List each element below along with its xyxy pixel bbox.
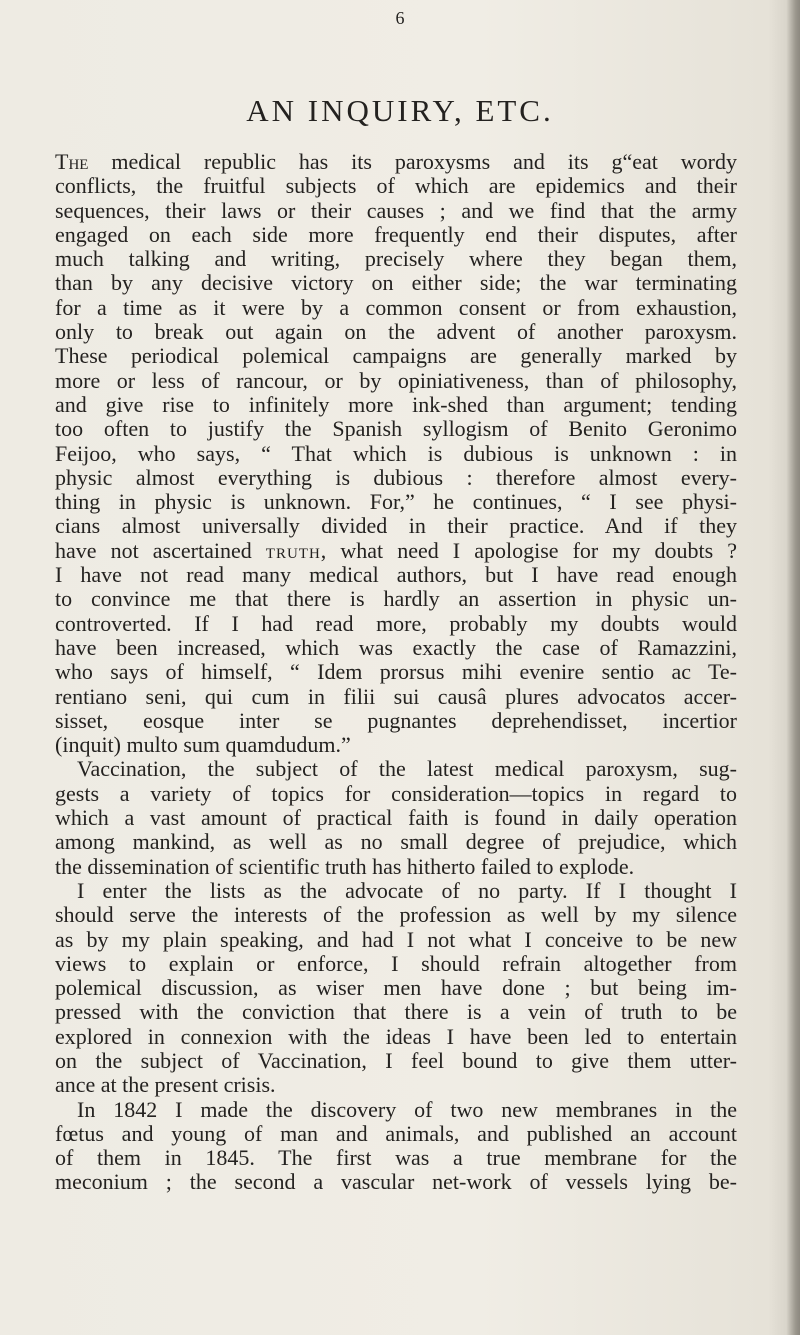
text-line: which a vast amount of practical faith is found in daily operation [55, 805, 737, 831]
text-line: sisset, eosque inter se pugnantes deprehendisset, incertior [55, 707, 737, 733]
page-number: 6 [395, 8, 405, 28]
text-line: and give rise to infinitely more ink-shed than argument; tending [55, 391, 737, 417]
text-line: too often to justify the Spanish syllogism of Benito Geronimo [55, 416, 737, 442]
text-line: as by my plain speaking, and had I not what I conceive to be new [55, 926, 737, 952]
text-line: polemical discussion, as wiser men have done ; but being im- [55, 975, 737, 1001]
text-line: among mankind, as well as no small degree of prejudice, which [55, 829, 737, 855]
text-line: only to break out again on the advent of another paroxysm. [55, 319, 737, 345]
text-line: ance at the present crisis. [55, 1072, 276, 1098]
text-line: thing in physic is unknown. For,” he continues, “ I see physi- [55, 489, 737, 515]
text-line: Feijoo, who says, “ That which is dubious is unknown : in [55, 440, 737, 466]
text-line: the dissemination of scientific truth has hitherto failed to explode. [55, 853, 635, 879]
text-line: views to explain or enforce, I should refrain altogether from [55, 950, 737, 976]
text-line: more or less of rancour, or by opiniativeness, than of philosophy, [55, 367, 737, 393]
text-line: sequences, their laws or their causes ; and we find that the army [55, 197, 737, 223]
text-line: on the subject of Vaccination, I feel bound to give them utter- [55, 1047, 737, 1073]
text-line: These periodical polemical campaigns are generally marked by [55, 343, 737, 369]
text-line: gests a variety of topics for consideration—topics in regard to [55, 780, 737, 806]
text-line: explored in connexion with the ideas I have been led to entertain [55, 1023, 737, 1049]
text-line: than by any decisive victory on either side; the war terminating [55, 270, 737, 296]
text-line: who says of himself, “ Idem prorsus mihi evenire sentio ac Te- [55, 659, 737, 685]
text-line: The medical republic has its paroxysms and its g“eat wordy [55, 149, 737, 174]
text-line: controverted. If I had read more, probably my doubts would [55, 610, 737, 636]
text-line: (inquit) multo sum quamdudum.” [55, 732, 351, 758]
page-edge-shadow [786, 0, 800, 1335]
text-line: rentiano seni, qui cum in filii sui causâ plures advocatos accer- [55, 683, 737, 709]
chapter-heading: AN INQUIRY, ETC. [246, 93, 554, 128]
text-line: meconium ; the second a vascular net-work of vessels lying be- [55, 1169, 737, 1195]
body-text [55, 150, 737, 1195]
text-line: fœtus and young of man and animals, and published an account [55, 1120, 737, 1146]
text-line: much talking and writing, precisely where they began them, [55, 246, 737, 272]
text-line: I have not read many medical authors, but I have read enough [55, 562, 737, 588]
text-line: conflicts, the fruitful subjects of which are epidemics and their [55, 173, 737, 199]
text-line: have been increased, which was exactly the case of Ramazzini, [55, 634, 737, 660]
text-line: Vaccination, the subject of the latest medical paroxysm, sug- [77, 756, 737, 782]
text-line: cians almost universally divided in their practice. And if they [55, 513, 737, 539]
text-line: I enter the lists as the advocate of no party. If I thought I [77, 877, 737, 903]
text-line: pressed with the conviction that there is a vein of truth to be [55, 999, 737, 1025]
text-line: to convince me that there is hardly an assertion in physic un- [55, 586, 737, 612]
text-line: have not ascertained TRUTH, what need I apologise for my doubts ? [55, 537, 738, 563]
text-line: for a time as it were by a common consent or from exhaustion, [55, 294, 737, 320]
text-line: of them in 1845. The first was a true membrane for the [55, 1145, 737, 1171]
text-line: In 1842 I made the discovery of two new membranes in the [77, 1096, 737, 1122]
text-line: should serve the interests of the profession as well by my silence [55, 902, 737, 928]
text-line: engaged on each side more frequently end their disputes, after [55, 221, 737, 247]
text-line: physic almost everything is dubious : therefore almost every- [55, 464, 737, 490]
